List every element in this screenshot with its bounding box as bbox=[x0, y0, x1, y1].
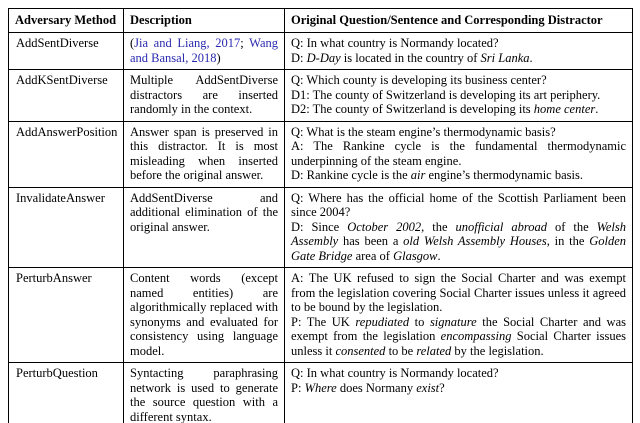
adversary-methods-table bbox=[8, 8, 633, 423]
header-adversary-method: Adversary Method bbox=[9, 9, 124, 33]
text-run: October 2002 bbox=[347, 219, 422, 234]
text-run: Q: Where has the official home of the Scottish Parliament been since 2004? bbox=[291, 190, 626, 219]
text-run: engine’s thermodynamic basis. bbox=[425, 168, 583, 182]
content-line bbox=[130, 191, 278, 235]
table-row-addanswerposition bbox=[9, 121, 633, 187]
text-run: . bbox=[595, 102, 599, 116]
text-run: ; bbox=[240, 36, 250, 50]
text-run: has been a bbox=[338, 234, 404, 248]
text-run: signature bbox=[429, 314, 477, 329]
text-run: Q: In what country is Normandy located? bbox=[291, 366, 499, 380]
header-original-question-distractor: Original Question/Sentence and Corresponding Distractor bbox=[285, 9, 633, 33]
content-line bbox=[130, 36, 278, 65]
text-run: D2: The county of Switzerland is developing its bbox=[291, 102, 534, 116]
text-run: repudiated bbox=[355, 314, 410, 329]
content-line bbox=[130, 73, 278, 117]
text-run: Q: Which county is developing its business center? bbox=[291, 73, 547, 87]
text-run: Glasgow bbox=[393, 248, 438, 263]
content-cell bbox=[285, 33, 633, 70]
text-run: D1: The county of Switzerland is developing its art periphery. bbox=[291, 87, 601, 102]
text-run: ( bbox=[130, 36, 135, 50]
content-line bbox=[291, 168, 626, 183]
text-run: Answer span is preserved in this distractor. It is most misleading when inserted before the original answer. bbox=[130, 124, 278, 182]
description-cell bbox=[124, 70, 285, 122]
method-cell: InvalidateAnswer bbox=[9, 187, 124, 268]
content-line bbox=[291, 381, 626, 396]
text-run: of the bbox=[547, 219, 597, 234]
text-run: , in the bbox=[546, 234, 590, 248]
method-cell: AddKSentDiverse bbox=[9, 70, 124, 122]
description-cell bbox=[124, 33, 285, 70]
text-run: D: Since bbox=[291, 219, 348, 234]
text-run: . bbox=[437, 248, 441, 263]
content-line bbox=[291, 51, 626, 66]
method-cell: AddSentDiverse bbox=[9, 33, 124, 70]
text-run: related bbox=[416, 343, 452, 358]
text-run: Sri Lanka bbox=[480, 50, 530, 65]
text-run: Welsh Assembly bbox=[291, 219, 626, 248]
method-cell: PerturbAnswer bbox=[9, 268, 124, 363]
text-run: Where bbox=[304, 380, 337, 395]
text-run: Q: What is the steam engine’s thermodynamic basis? bbox=[291, 124, 556, 139]
table-row-addsentdiverse bbox=[9, 33, 633, 70]
text-run: P: The UK bbox=[291, 314, 356, 329]
text-run: is located in the country of bbox=[340, 50, 481, 65]
text-run: Multiple AddSentDiverse distractors are inserted randomly in the context. bbox=[130, 73, 278, 116]
table-row-perturbquestion bbox=[9, 363, 633, 423]
text-run: ? bbox=[439, 380, 445, 395]
content-line bbox=[291, 191, 626, 220]
table-row-addksentdiverse bbox=[9, 70, 633, 122]
text-run: Social Charter issues unless it bbox=[291, 329, 627, 358]
content-line bbox=[291, 36, 626, 51]
text-run: D-Day bbox=[306, 50, 341, 65]
text-run: D: bbox=[291, 50, 307, 65]
text-run: exist bbox=[416, 380, 440, 395]
text-run: Syntacting paraphrasing network is used to generate the source question with a different syntax. bbox=[130, 366, 278, 423]
text-run: unofficial abroad bbox=[455, 219, 547, 234]
citation-link[interactable]: Wang and Bansal, 2018 bbox=[130, 36, 278, 65]
description-cell bbox=[124, 187, 285, 268]
text-run: P: bbox=[291, 380, 305, 395]
content-cell bbox=[285, 187, 633, 268]
text-run: . bbox=[529, 50, 533, 65]
text-run: to be bbox=[385, 343, 417, 358]
text-run: A: The UK refused to sign the Social Charter and was exempt from the legislation covering Social Charter issues unless it agreed to be bound by the legislation. bbox=[291, 271, 626, 314]
text-run: D: Rankine cycle is the bbox=[291, 168, 411, 182]
table-row-perturbanswer bbox=[9, 268, 633, 363]
method-cell: PerturbQuestion bbox=[9, 363, 124, 423]
method-cell: AddAnswerPosition bbox=[9, 121, 124, 187]
text-run: old Welsh Assembly Houses bbox=[403, 234, 547, 248]
text-run: to bbox=[409, 314, 430, 329]
description-cell bbox=[124, 268, 285, 363]
text-run: the Social Charter and was exempt from the legislation bbox=[291, 314, 626, 343]
text-run: Content words (except named entities) are algorithmically replaced with synonyms and evaluated for consistency using language model. bbox=[130, 271, 278, 358]
description-cell bbox=[124, 363, 285, 423]
content-cell bbox=[285, 121, 633, 187]
header-row bbox=[9, 9, 633, 33]
content-line bbox=[130, 271, 278, 358]
content-line bbox=[291, 366, 626, 381]
content-line bbox=[291, 73, 626, 88]
content-line bbox=[291, 271, 626, 315]
content-line bbox=[291, 139, 626, 168]
text-run: area of bbox=[352, 248, 394, 263]
content-line bbox=[291, 125, 626, 140]
text-run: Q: In what country is Normandy located? bbox=[291, 36, 499, 50]
content-line bbox=[291, 315, 626, 359]
content-line bbox=[291, 220, 626, 264]
text-run: consented bbox=[335, 343, 386, 358]
text-run: air bbox=[410, 168, 426, 182]
citation-link[interactable]: Jia and Liang, 2017 bbox=[134, 36, 241, 50]
text-run: does Normany bbox=[336, 380, 417, 395]
text-run: home center bbox=[533, 102, 596, 116]
text-run: by the legislation. bbox=[451, 343, 544, 358]
text-run: ) bbox=[216, 50, 221, 65]
content-cell bbox=[285, 268, 633, 363]
text-run: encompassing bbox=[440, 329, 512, 343]
text-run: Golden Gate Bridge bbox=[291, 234, 626, 263]
content-line bbox=[291, 88, 626, 103]
description-cell bbox=[124, 121, 285, 187]
content-line bbox=[291, 102, 626, 117]
text-run: A: The Rankine cycle is the fundamental thermodynamic underpinning of the steam engine. bbox=[291, 139, 626, 168]
text-run: AddSentDiverse and additional elimination of the original answer. bbox=[130, 190, 278, 234]
content-cell bbox=[285, 363, 633, 423]
content-line bbox=[130, 366, 278, 423]
text-run: , the bbox=[421, 219, 456, 234]
content-line bbox=[130, 125, 278, 183]
content-cell bbox=[285, 70, 633, 122]
header-description: Description bbox=[124, 9, 285, 33]
table-row-invalidateanswer bbox=[9, 187, 633, 268]
